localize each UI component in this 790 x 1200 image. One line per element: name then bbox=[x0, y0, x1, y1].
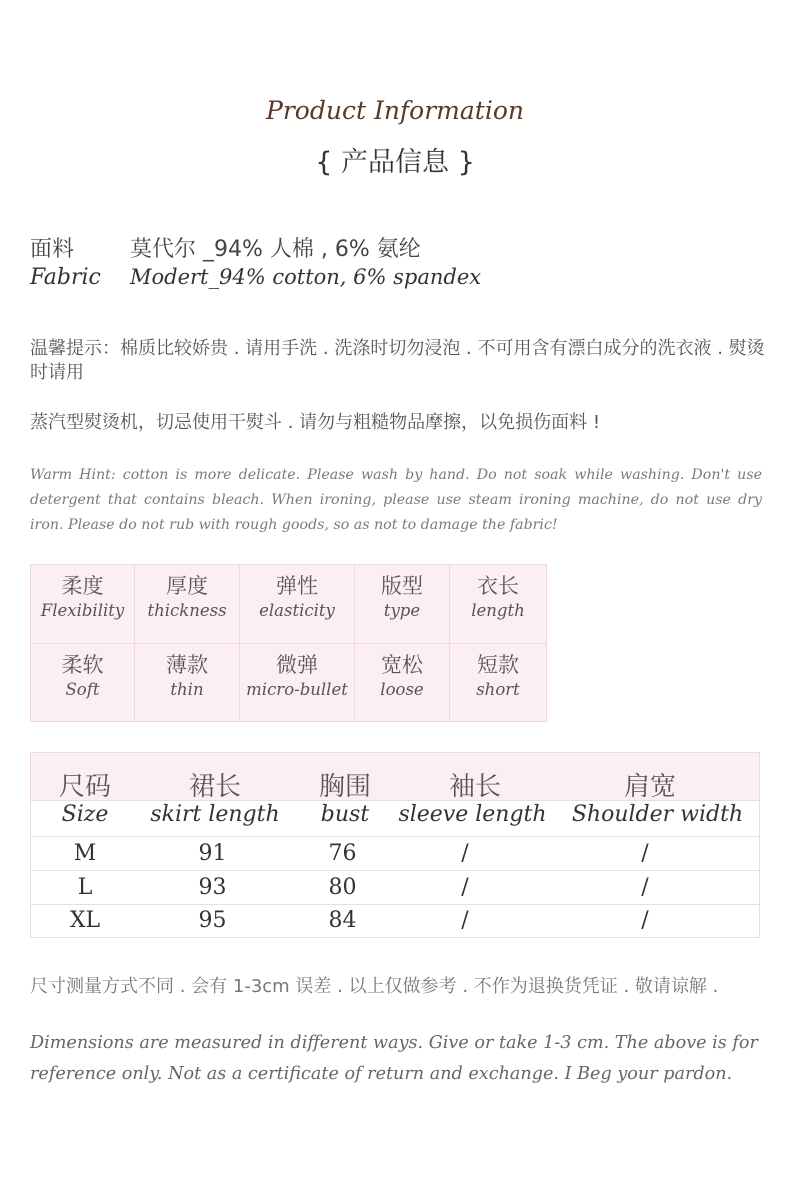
size-cell: M bbox=[73, 841, 97, 866]
property-value-en: short bbox=[476, 680, 520, 699]
property-value-en: thin bbox=[170, 680, 204, 699]
table-rule bbox=[30, 870, 760, 871]
property-header-en: elasticity bbox=[259, 601, 335, 620]
shoulder-cell: / bbox=[641, 841, 649, 866]
property-header-length bbox=[450, 565, 546, 644]
bust-cell: 80 bbox=[328, 875, 357, 900]
sleeve-cell: / bbox=[461, 908, 469, 933]
ironing-hint-cn: 蒸汽型熨烫机，切忌使用干熨斗 . 请勿与粗糙物品摩擦，以免损伤面料 ! bbox=[30, 412, 601, 433]
fabric-label-cn: 面料 bbox=[30, 237, 75, 262]
sleeve-cell: / bbox=[461, 841, 469, 866]
property-header-type bbox=[355, 565, 450, 644]
length-cell: 93 bbox=[198, 875, 227, 900]
size-header-cn: 肩宽 bbox=[623, 772, 676, 802]
fabric-value-en: Modert_94% cotton, 6% spandex bbox=[130, 265, 482, 289]
property-header-cn: 衣长 bbox=[477, 574, 519, 598]
property-header-en: thickness bbox=[147, 601, 227, 620]
property-header-cn: 弹性 bbox=[276, 574, 318, 598]
size-header-cn: 尺码 bbox=[58, 772, 111, 802]
property-value-type bbox=[355, 644, 450, 721]
property-header-en: length bbox=[471, 601, 525, 620]
care-hint-cn: 温馨提示：棉质比较娇贵 . 请用手洗 . 洗涤时切勿浸泡 . 不可用含有漂白成分的洗衣液 . 熨烫时请用 bbox=[30, 338, 765, 383]
size-cell: L bbox=[77, 875, 93, 900]
property-value-elasticity bbox=[240, 644, 355, 721]
shoulder-cell: / bbox=[641, 875, 649, 900]
care-hint-en: Warm Hint: cotton is more delicate. Please wash by hand. Do not soak while washing. Don't use detergent that contains bleach. When ironing, please use steam ironing machine, do not use dry iron. Please do not rub with rough goods, so as not to damage the fabric! bbox=[30, 467, 762, 533]
fabric-value-cn: 莫代尔 _94% 人棉 , 6% 氨纶 bbox=[130, 237, 421, 262]
property-header-cn: 版型 bbox=[381, 574, 423, 598]
property-header-elasticity bbox=[240, 565, 355, 644]
property-value-en: micro-bullet bbox=[246, 680, 348, 699]
size-header-en: sleeve length bbox=[398, 802, 547, 827]
property-header-cn: 柔度 bbox=[61, 574, 104, 598]
property-value-cn: 薄款 bbox=[166, 653, 208, 677]
property-value-en: loose bbox=[380, 680, 424, 699]
table-rule bbox=[759, 752, 760, 938]
size-table bbox=[30, 752, 760, 938]
property-value-cn: 宽松 bbox=[381, 653, 423, 677]
shoulder-cell: / bbox=[641, 908, 649, 933]
property-table bbox=[30, 564, 547, 722]
measurement-note-en: Dimensions are measured in different ways. Give or take 1-3 cm. The above is for reference only. Not as a certificate of return and exchange. I Beg your pardon. bbox=[30, 1033, 758, 1084]
property-header-en: Flexibility bbox=[40, 601, 125, 620]
size-header-cn: 袖长 bbox=[448, 772, 501, 802]
length-cell: 95 bbox=[198, 908, 227, 933]
bust-cell: 76 bbox=[328, 841, 357, 866]
property-value-en: Soft bbox=[65, 680, 100, 699]
size-header-cn: 裙长 bbox=[188, 772, 241, 802]
size-cell: XL bbox=[69, 908, 101, 933]
property-header-en: type bbox=[383, 601, 421, 620]
property-value-cn: 短款 bbox=[477, 653, 519, 677]
size-header-en: skirt length bbox=[150, 802, 280, 827]
fabric-label-en: Fabric bbox=[30, 265, 101, 290]
table-rule bbox=[30, 836, 760, 837]
sleeve-cell: / bbox=[461, 875, 469, 900]
page-title-en: Product Information bbox=[266, 96, 524, 125]
table-rule bbox=[30, 904, 760, 905]
property-header-cn: 厚度 bbox=[166, 574, 208, 598]
property-value-length bbox=[450, 644, 546, 721]
bust-cell: 84 bbox=[328, 908, 357, 933]
table-rule bbox=[30, 752, 760, 753]
property-value-cn: 柔软 bbox=[61, 653, 104, 677]
page-title-cn: { 产品信息 } bbox=[315, 147, 475, 178]
property-value-thickness bbox=[135, 644, 240, 721]
property-header-flexibility bbox=[31, 565, 135, 644]
size-header-en: bust bbox=[320, 802, 370, 827]
property-header-thickness bbox=[135, 565, 240, 644]
size-header-en: Size bbox=[61, 802, 109, 827]
size-header-en: Shoulder width bbox=[571, 802, 744, 827]
length-cell: 91 bbox=[198, 841, 227, 866]
property-value-flexibility bbox=[31, 644, 135, 721]
property-value-cn: 微弹 bbox=[276, 653, 318, 677]
measurement-note-cn: 尺寸测量方式不同 . 会有 1-3cm 误差 . 以上仅做参考 . 不作为退换货凭证 . 敬请谅解 . bbox=[30, 976, 719, 997]
table-rule bbox=[30, 937, 760, 938]
size-header-cn: 胸围 bbox=[318, 772, 371, 802]
